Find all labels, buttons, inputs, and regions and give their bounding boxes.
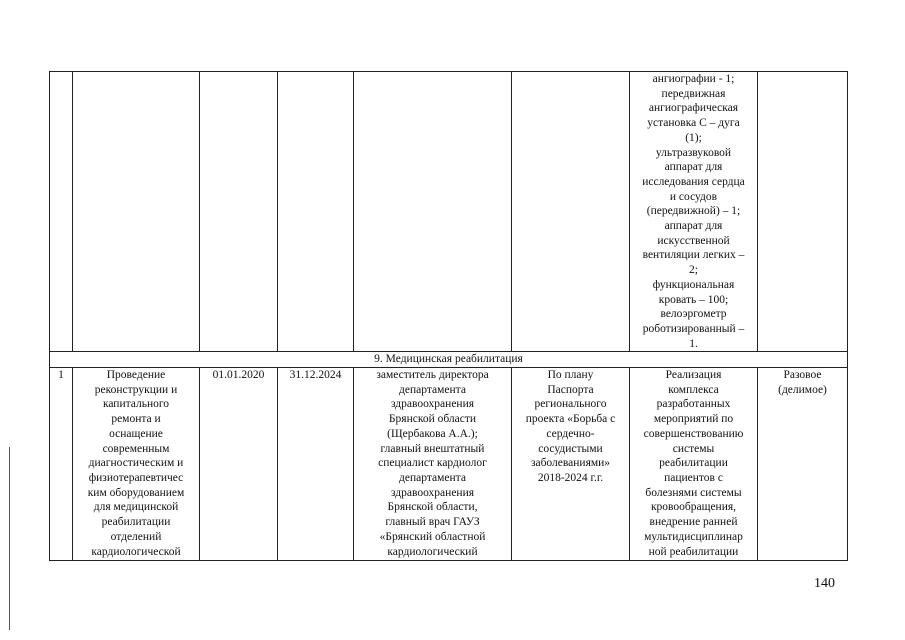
cell-responsible-empty bbox=[354, 72, 512, 352]
event-text: Проведение реконструкции и капитального ремонта и оснащение современным диагностическим и физиотерапевтичес ким оборудованием для медицинской реабилитации отделений кардиологической bbox=[87, 369, 185, 558]
basis-text: По плану Паспорта регионального проекта «Борьба с сердечно- сосудистыми заболеваниями» 2018-2024 г.г. bbox=[525, 369, 616, 484]
table-row bbox=[50, 368, 848, 561]
type-text: Разовое (делимое) bbox=[778, 369, 827, 396]
cell-result bbox=[630, 368, 758, 561]
table-row-continued bbox=[50, 72, 848, 352]
equipment-list-text: ангиографии - 1; передвижная ангиографическая установка С – дуга (1); ультразвуковой аппарат для исследования сердца и сосудов (передвижной) – 1; аппарат для искусственной вентиляции легких – 2; функциональная кровать – 100; велоэргометр роботизированный – 1. bbox=[642, 73, 745, 350]
cell-responsible bbox=[354, 368, 512, 561]
page-number: 140 bbox=[814, 576, 835, 591]
cell-event bbox=[73, 368, 200, 561]
cell-basis bbox=[512, 368, 630, 561]
cell-event-empty bbox=[73, 72, 200, 352]
section-title: 9. Медицинская реабилитация bbox=[50, 352, 848, 368]
cell-type-empty bbox=[758, 72, 848, 352]
cell-type bbox=[758, 368, 848, 561]
cell-start-date: 01.01.2020 bbox=[200, 368, 278, 561]
cell-start-empty bbox=[200, 72, 278, 352]
cell-equipment-list bbox=[630, 72, 758, 352]
cell-number-empty bbox=[50, 72, 73, 352]
responsible-text: заместитель директора департамента здравоохранения Брянской области (Щербакова А.А.); главный внештатный специалист кардиолог департамента здравоохранения Брянской области, главный врач ГАУЗ «Брянский областной кардиологический bbox=[376, 369, 489, 558]
cell-end-date: 31.12.2024 bbox=[278, 368, 354, 561]
section-row bbox=[50, 352, 848, 368]
cell-number: 1 bbox=[50, 368, 73, 561]
cell-end-empty bbox=[278, 72, 354, 352]
plan-table bbox=[49, 71, 848, 561]
cell-basis-empty bbox=[512, 72, 630, 352]
result-text: Реализация комплекса разработанных мероприятий по совершенствованию системы реабилитации пациентов с болезнями системы кровообращения, внедрение ранней мультидисциплинар ной реабилитации bbox=[643, 369, 744, 558]
scan-margin-line bbox=[9, 447, 10, 630]
